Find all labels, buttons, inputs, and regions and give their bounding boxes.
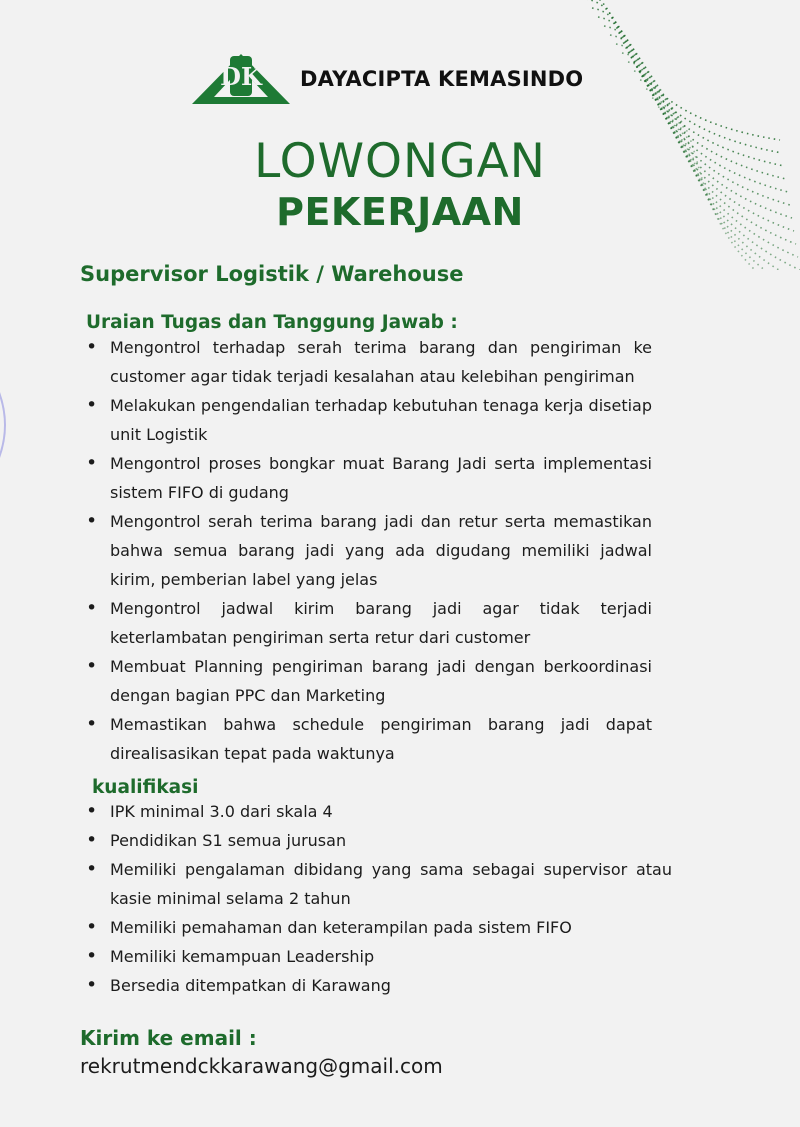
duty-item: • Mengontrol serah terima barang jadi dan retur serta memastikan bahwa semua barang jadi yang ada digudang memiliki jadwal kirim, pemberian label yang jelas bbox=[86, 507, 652, 594]
email-label: Kirim ke email : bbox=[80, 1026, 257, 1050]
qualifications-list bbox=[86, 797, 672, 1000]
company-brand bbox=[192, 52, 583, 106]
headline-pekerjaan: PEKERJAAN bbox=[276, 190, 524, 234]
duties-list bbox=[86, 333, 652, 768]
headline-lowongan: LOWONGAN bbox=[254, 134, 546, 189]
duty-item: • Memastikan bahwa schedule pengiriman barang jadi dapat direalisasikan tepat pada waktunya bbox=[86, 710, 652, 768]
qualification-item: • Memiliki kemampuan Leadership bbox=[86, 942, 672, 971]
company-name: DAYACIPTA KEMASINDO bbox=[300, 67, 584, 91]
arc-lines-decoration bbox=[0, 330, 60, 520]
email-address: rekrutmendckkarawang@gmail.com bbox=[80, 1054, 443, 1078]
qualification-item: • Pendidikan S1 semua jurusan bbox=[86, 826, 672, 855]
job-position-title: Supervisor Logistik / Warehouse bbox=[80, 262, 464, 286]
duty-item: • Mengontrol proses bongkar muat Barang Jadi serta implementasi sistem FIFO di gudang bbox=[86, 449, 652, 507]
company-logo bbox=[192, 52, 290, 106]
duty-item: • Mengontrol terhadap serah terima barang dan pengiriman ke customer agar tidak terjadi kesalahan atau kelebihan pengiriman bbox=[86, 333, 652, 391]
dotted-wave-line bbox=[580, 0, 780, 140]
qualification-item: • Memiliki pemahaman dan keterampilan pada sistem FIFO bbox=[86, 913, 672, 942]
duty-item: • Mengontrol jadwal kirim barang jadi agar tidak terjadi keterlambatan pengiriman serta retur dari customer bbox=[86, 594, 652, 652]
duties-heading: Uraian Tugas dan Tanggung Jawab : bbox=[86, 312, 458, 333]
qualification-item: • IPK minimal 3.0 dari skala 4 bbox=[86, 797, 672, 826]
duty-item: • Membuat Planning pengiriman barang jadi dengan berkoordinasi dengan bagian PPC dan Marketing bbox=[86, 652, 652, 710]
qualification-item: • Memiliki pengalaman dibidang yang sama sebagai supervisor atau kasie minimal selama 2 tahun bbox=[86, 855, 672, 913]
qualifications-heading: kualifikasi bbox=[92, 777, 199, 798]
logo-letters: DK bbox=[220, 62, 262, 91]
qualification-item: • Bersedia ditempatkan di Karawang bbox=[86, 971, 672, 1000]
duty-item: • Melakukan pengendalian terhadap kebutuhan tenaga kerja disetiap unit Logistik bbox=[86, 391, 652, 449]
